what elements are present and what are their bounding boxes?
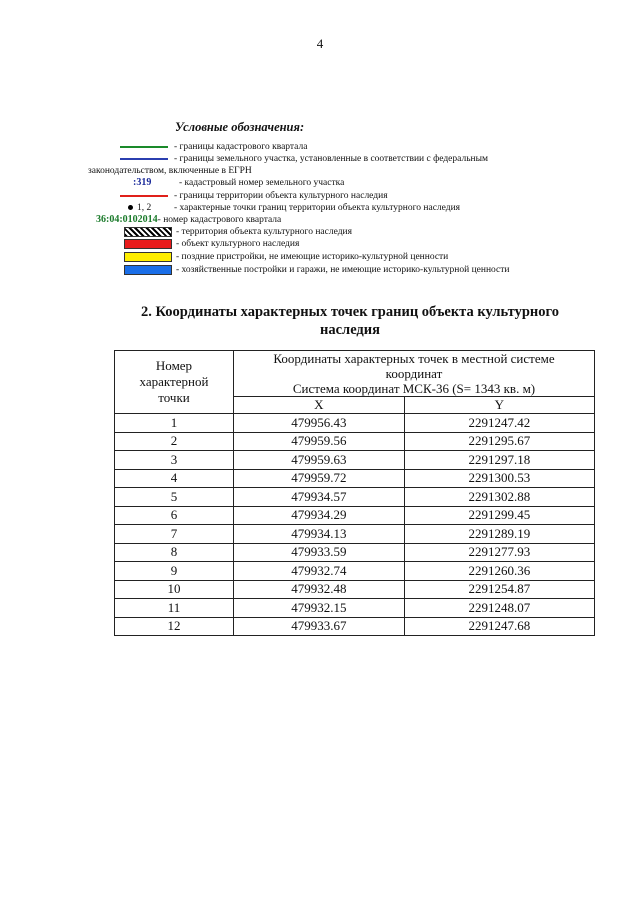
table-row: 6 479934.29 2291299.45 xyxy=(115,506,595,525)
header-x: X xyxy=(234,397,405,414)
table-row: 12 479933.67 2291247.68 xyxy=(115,617,595,636)
hatched-box-icon xyxy=(124,227,172,237)
legend-item-land-plot-border-cont: законодательством, включенные в ЕГРН xyxy=(88,166,252,176)
legend-item-late-additions: - поздние пристройки, не имеющие историко-культурной ценности xyxy=(100,251,448,263)
legend-item-characteristic-points: 1, 2 - характерные точки границ территории объекта культурного наследия xyxy=(100,202,460,214)
legend-item-cadastral-quarter-border: - границы кадастрового квартала xyxy=(100,141,307,153)
table-row: 9 479932.74 2291260.36 xyxy=(115,562,595,581)
red-box-icon xyxy=(124,239,172,249)
legend-title: Условные обозначения: xyxy=(175,120,305,134)
table-header-row xyxy=(115,351,595,397)
header-point-number: Номер характерной точки xyxy=(115,351,234,414)
legend-item-land-plot-border: - границы земельного участка, установленные в соответствии с федеральным xyxy=(100,153,488,165)
cadastral-number-sample: :319 xyxy=(133,177,152,188)
page-number: 4 xyxy=(316,36,324,51)
legend-item-outbuildings: - хозяйственные постройки и гаражи, не имеющие историко-культурной ценности xyxy=(100,264,509,276)
coordinates-table xyxy=(114,350,595,636)
legend-item-heritage-territory-border: - границы территории объекта культурного наследия xyxy=(100,190,388,202)
red-line-icon xyxy=(120,195,168,197)
legend-item-heritage-territory: - территория объекта культурного наследия xyxy=(100,226,352,238)
blue-line-icon xyxy=(120,158,168,160)
table-row: 4 479959.72 2291300.53 xyxy=(115,469,595,488)
legend-item-cadastral-number: :319 - кадастровый номер земельного участка xyxy=(133,177,345,188)
point-dot-icon xyxy=(128,205,133,210)
table-row: 11 479932.15 2291248.07 xyxy=(115,599,595,618)
table-row: 8 479933.59 2291277.93 xyxy=(115,543,595,562)
header-y: Y xyxy=(404,397,594,414)
blue-box-icon xyxy=(124,265,172,275)
section-title: 2. Координаты характерных точек границ объекта культурного наследия xyxy=(141,304,559,338)
table-row: 5 479934.57 2291302.88 xyxy=(115,488,595,507)
header-coordinates: Координаты характерных точек в местной системе координат Система координат МСК-36 (S= 1343 кв. м) xyxy=(234,351,595,397)
table-row: 10 479932.48 2291254.87 xyxy=(115,580,595,599)
yellow-box-icon xyxy=(124,252,172,262)
legend-item-heritage-object: - объект культурного наследия xyxy=(100,238,299,250)
table-row: 3 479959.63 2291297.18 xyxy=(115,451,595,470)
quarter-number-sample: 36:04:0102014 xyxy=(96,214,158,225)
legend-item-quarter-number: 36:04:0102014- номер кадастрового квартала xyxy=(96,214,282,225)
table-row: 1 479956.43 2291247.42 xyxy=(115,414,595,433)
table-row: 2 479959.56 2291295.67 xyxy=(115,432,595,451)
table-row: 7 479934.13 2291289.19 xyxy=(115,525,595,544)
green-line-icon xyxy=(120,146,168,148)
